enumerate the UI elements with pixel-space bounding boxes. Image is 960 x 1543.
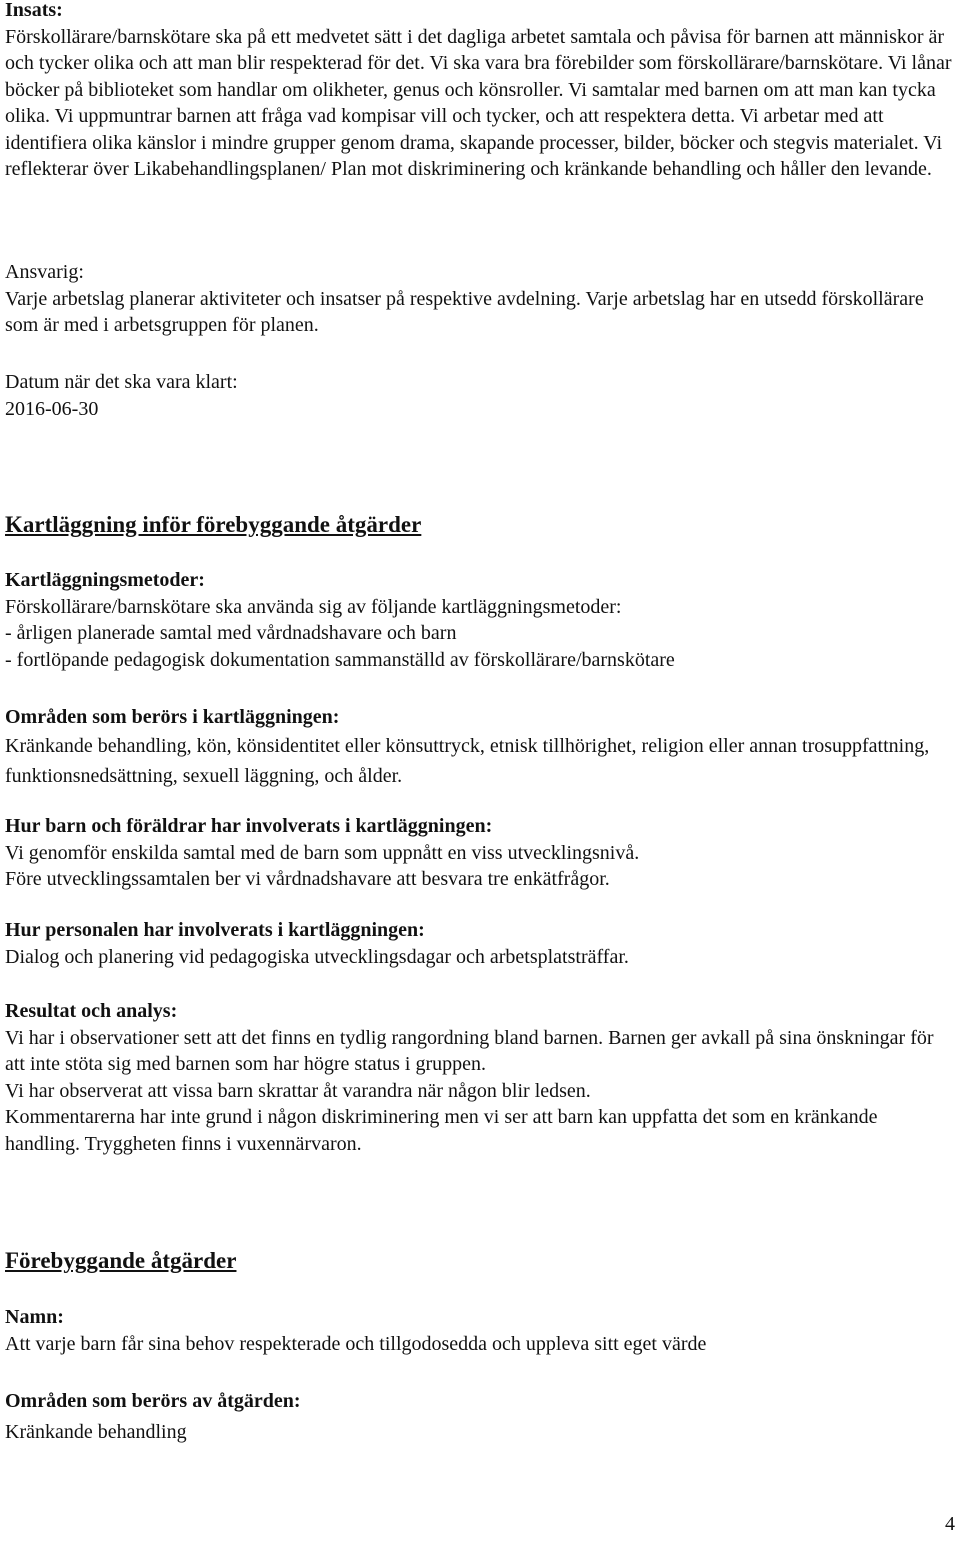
kartlaggning-heading: Kartläggning inför förebyggande åtgärder [5, 512, 422, 537]
metoder-section [5, 567, 955, 673]
personal-section [5, 917, 955, 970]
atgard-omraden-section [5, 1388, 955, 1445]
barn-line: Före utvecklingssamtalen ber vi vårdnadshavare att besvara tre enkätfrågor. [5, 868, 610, 890]
resultat-line: Vi har i observationer sett att det finns en tydlig rangordning bland barnen. Barnen ger avkall på sina önskningar för att inte stöta sig med barnen som har högre status i gruppen. [5, 1026, 934, 1075]
namn-text: Att varje barn får sina behov respekterade och tillgodosedda och uppleva sitt eget värde [5, 1332, 707, 1355]
barn-label: Hur barn och föräldrar har involverats i kartläggningen: [5, 815, 493, 837]
metoder-label: Kartläggningsmetoder: [5, 569, 205, 591]
atgard-omraden-text: Kränkande behandling [5, 1420, 187, 1443]
forebyggande-heading-block [5, 1246, 955, 1276]
metoder-item: - årligen planerade samtal med vårdnadshavare och barn [5, 622, 457, 644]
metoder-intro: Förskollärare/barnskötare ska använda sig av följande kartläggningsmetoder: [5, 595, 622, 618]
ansvarig-section [5, 259, 955, 339]
page-number: 4 [945, 1512, 955, 1535]
namn-section [5, 1304, 955, 1357]
barn-section [5, 813, 955, 893]
datum-section [5, 369, 955, 422]
datum-value: 2016-06-30 [5, 397, 99, 420]
kartlaggning-heading-block [5, 510, 955, 540]
ansvarig-label: Ansvarig: [5, 261, 84, 283]
resultat-label: Resultat och analys: [5, 1000, 178, 1022]
resultat-line: Kommentarerna har inte grund i någon diskriminering men vi ser att barn kan uppfatta det som en kränkande handling. Tryggheten finns i vuxennärvaron. [5, 1106, 878, 1155]
forebyggande-heading: Förebyggande åtgärder [5, 1248, 237, 1273]
datum-label: Datum när det ska vara klart: [5, 371, 238, 393]
atgard-omraden-label: Områden som berörs av åtgärden: [5, 1390, 301, 1412]
personal-text: Dialog och planering vid pedagogiska utvecklingsdagar och arbetsplatsträffar. [5, 945, 629, 968]
omraden-text: Kränkande behandling, kön, könsidentitet eller könsuttryck, etnisk tillhörighet, religion eller annan trosuppfattning, funktionsnedsättning, sexuell läggning, och ålder. [5, 734, 930, 787]
barn-line: Vi genomför enskilda samtal med de barn som uppnått en viss utvecklingsnivå. [5, 841, 640, 864]
omraden-label: Områden som berörs i kartläggningen: [5, 706, 340, 728]
metoder-item: - fortlöpande pedagogisk dokumentation sammanställd av förskollärare/barnskötare [5, 648, 675, 671]
ansvarig-text: Varje arbetslag planerar aktiviteter och insatser på respektive avdelning. Varje arbetslag har en utsedd förskollärare som är med i arbetsgruppen för planen. [5, 287, 924, 336]
insats-section [5, 0, 955, 183]
insats-label: Insats: [5, 0, 63, 21]
omraden-section [5, 704, 955, 791]
insats-text: Förskollärare/barnskötare ska på ett medvetet sätt i det dagliga arbetet samtala och påvisa för barnen att människor är och tycker olika och att man blir respekterad för det. Vi ska vara bra förebilder som förskollärare/barnskötare. Vi lånar böcker på biblioteket som handlar om olikheter, genus och könsroller. Vi samtalar med barnen om att man kan tycka olika. Vi uppmuntrar barnen att fråga vad kompisar vill och tycker, och att respektera detta. Vi arbetar med att identifiera olika känslor i mindre grupper genom drama, skapande processer, bilder, böcker och stegvis materialet. Vi reflekterar över Likabehandlingsplanen/ Plan mot diskriminering och kränkande behandling och håller den levande. [5, 25, 952, 180]
namn-label: Namn: [5, 1306, 64, 1328]
personal-label: Hur personalen har involverats i kartläggningen: [5, 919, 425, 941]
resultat-line: Vi har observerat att vissa barn skrattar åt varandra när någon blir ledsen. [5, 1079, 591, 1102]
resultat-section [5, 998, 955, 1157]
